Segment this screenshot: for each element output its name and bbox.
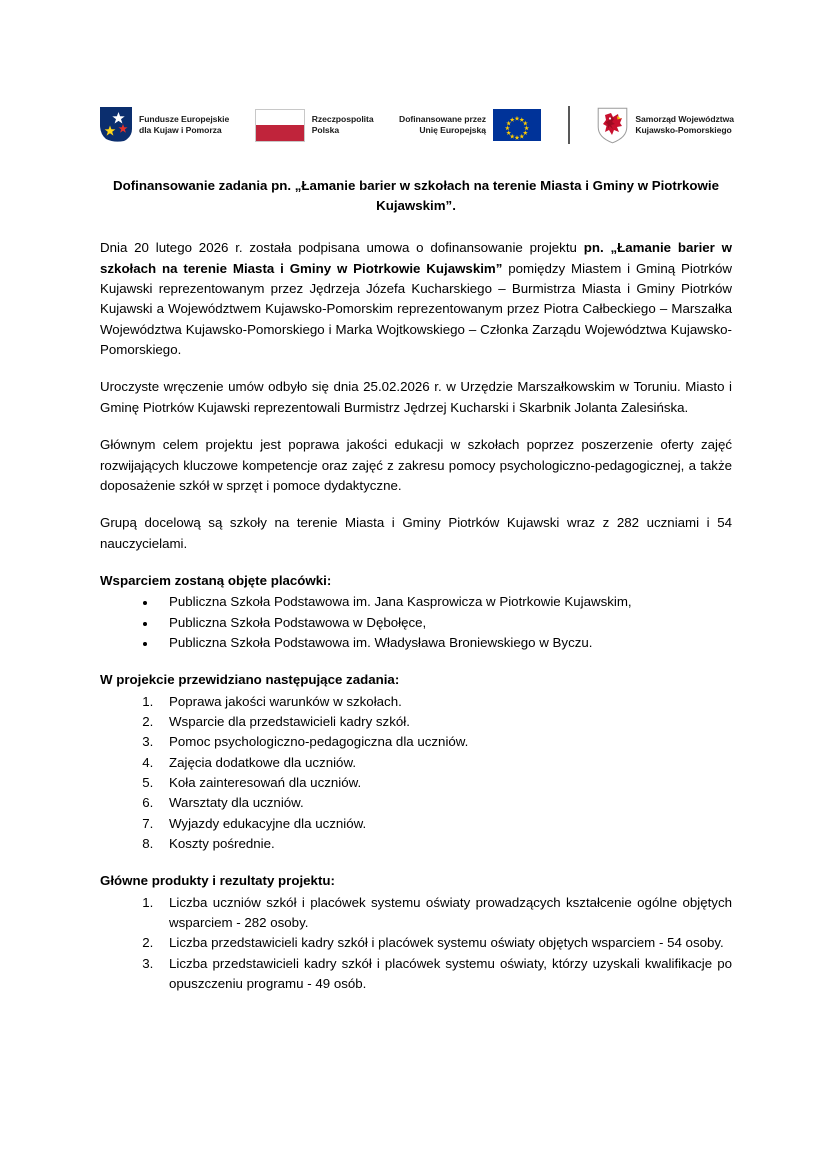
list-item: 5. Koła zainteresowań dla uczniów. (157, 773, 732, 793)
list-item: 1. Liczba uczniów szkół i placówek systemu oświaty prowadzących kształcenie ogólne objętych wsparciem - 282 osoby. (157, 893, 732, 934)
logo-rzeczpospolita-polska (255, 109, 374, 142)
logo-unia-line1: Dofinansowane przez (399, 114, 486, 124)
funding-logo-bar (100, 100, 734, 150)
results-list (100, 893, 732, 995)
paragraph-agreement (100, 238, 732, 360)
logo-rzeczpospolita-line1: Rzeczpospolita (311, 114, 374, 124)
tasks-list (100, 692, 732, 855)
list-item: 1. Poprawa jakości warunków w szkołach. (157, 692, 732, 712)
kujawsko-pomorskie-coat-of-arms-icon (597, 107, 628, 144)
schools-list (100, 592, 732, 653)
logo-unia-europejska (399, 109, 541, 141)
logo-samorzad-wojewodztwa (597, 107, 734, 144)
logo-samorzad-line1: Samorząd Województwa (635, 114, 734, 124)
list-item: 3. Pomoc psychologiczno-pedagogiczna dla uczniów. (157, 732, 732, 752)
logo-fundusze-line2: dla Kujaw i Pomorza (139, 125, 222, 135)
section-heading-results: Główne produkty i rezultaty projektu: (100, 873, 335, 889)
document-body (100, 176, 732, 1011)
section-heading-tasks: W projekcie przewidziano następujące zadania: (100, 672, 400, 688)
page-title (100, 176, 732, 216)
logo-unia-label (399, 114, 486, 136)
logo-fundusze-label (139, 114, 229, 136)
list-item: 3. Liczba przedstawicieli kadry szkół i placówek systemu oświaty, którzy uzyskali kwalifikacje po opuszczeniu programu - 49 osób. (157, 954, 732, 995)
page-title-line1: Dofinansowanie zadania pn. „Łamanie barier w szkołach na terenie Miasta i Gminy (113, 178, 634, 193)
paragraph-ceremony: Uroczyste wręczenie umów odbyło się dnia 25.02.2026 r. w Urzędzie Marszałkowskim w Toruniu. Miasto i Gminę Piotrków Kujawski reprezentowali Burmistrz Jędrzej Kucharski i Skarbnik Jolanta Zalesińska. (100, 379, 732, 415)
list-item: • Publiczna Szkoła Podstawowa w Dębołęce, (157, 613, 732, 633)
logo-fundusze-line1: Fundusze Europejskie (139, 114, 230, 124)
list-item: 2. Liczba przedstawicieli kadry szkół i placówek systemu oświaty objętych wsparciem - 54 osoby. (157, 933, 732, 953)
logo-samorzad-label (635, 114, 734, 136)
fundusze-europejskie-stars-mark (100, 107, 132, 143)
list-item: 7. Wyjazdy edukacyjne dla uczniów. (157, 814, 732, 834)
logo-rzeczpospolita-label (312, 114, 374, 136)
logo-fundusze-europejskie (100, 107, 229, 143)
page-title-line2: w Piotrkowie Kujawskim”. (376, 178, 719, 214)
paragraph-agreement-part1: Dnia 20 lutego 2026 r. została podpisana umowa o dofinansowanie projektu (100, 240, 584, 256)
list-item: • Publiczna Szkoła Podstawowa im. Władysława Broniewskiego w Byczu. (157, 633, 732, 653)
european-union-flag-icon (493, 109, 541, 141)
list-item: • Publiczna Szkoła Podstawowa im. Jana Kasprowicza w Piotrkowie Kujawskim, (157, 592, 732, 612)
paragraph-agreement-project-name: pn. „Łamanie barier w szkołach na terenie Miasta i Gminy w Piotrkowie Kujawskim” (100, 240, 732, 276)
poland-flag-icon (255, 109, 305, 142)
logo-divider (568, 106, 569, 144)
list-item: 6. Warsztaty dla uczniów. (157, 793, 732, 813)
list-item: 4. Zajęcia dodatkowe dla uczniów. (157, 753, 732, 773)
logo-samorzad-line2: Kujawsko-Pomorskiego (635, 125, 732, 135)
paragraph-agreement-part2: pomiędzy Miastem i Gminą Piotrków Kujawski reprezentowanym przez Jędrzeja Józefa Kucharskiego – Burmistrza Miasta i Gminy Piotrków Kujawski a Województwem Kujawsko-Pomorskim reprezentowanym przez Piotra Całbeckiego – Marszałka Województwa Kujawsko-Pomorskiego i Marka Wojtkowskiego – Członka Zarządu Województwa Kujawsko-Pomorskiego. (100, 260, 732, 358)
section-heading-schools: Wsparciem zostaną objęte placówki: (100, 572, 332, 588)
logo-rzeczpospolita-line2: Polska (311, 125, 340, 135)
list-item: 8. Koszty pośrednie. (157, 834, 732, 854)
list-item: 2. Wsparcie dla przedstawicieli kadry szkół. (157, 712, 732, 732)
paragraph-target-group: Grupą docelową są szkoły na terenie Miasta i Gminy Piotrków Kujawski wraz z 282 uczniami i 54 nauczycielami. (100, 515, 732, 551)
paragraph-goal: Głównym celem projektu jest poprawa jakości edukacji w szkołach poprzez poszerzenie oferty zajęć rozwijających kluczowe kompetencje oraz zajęć z zakresu pomocy psychologiczno-pedagogicznej, a także doposażenie szkół w sprzęt i pomoce dydaktyczne. (100, 437, 732, 493)
logo-unia-line2: Unię Europejską (419, 125, 486, 135)
